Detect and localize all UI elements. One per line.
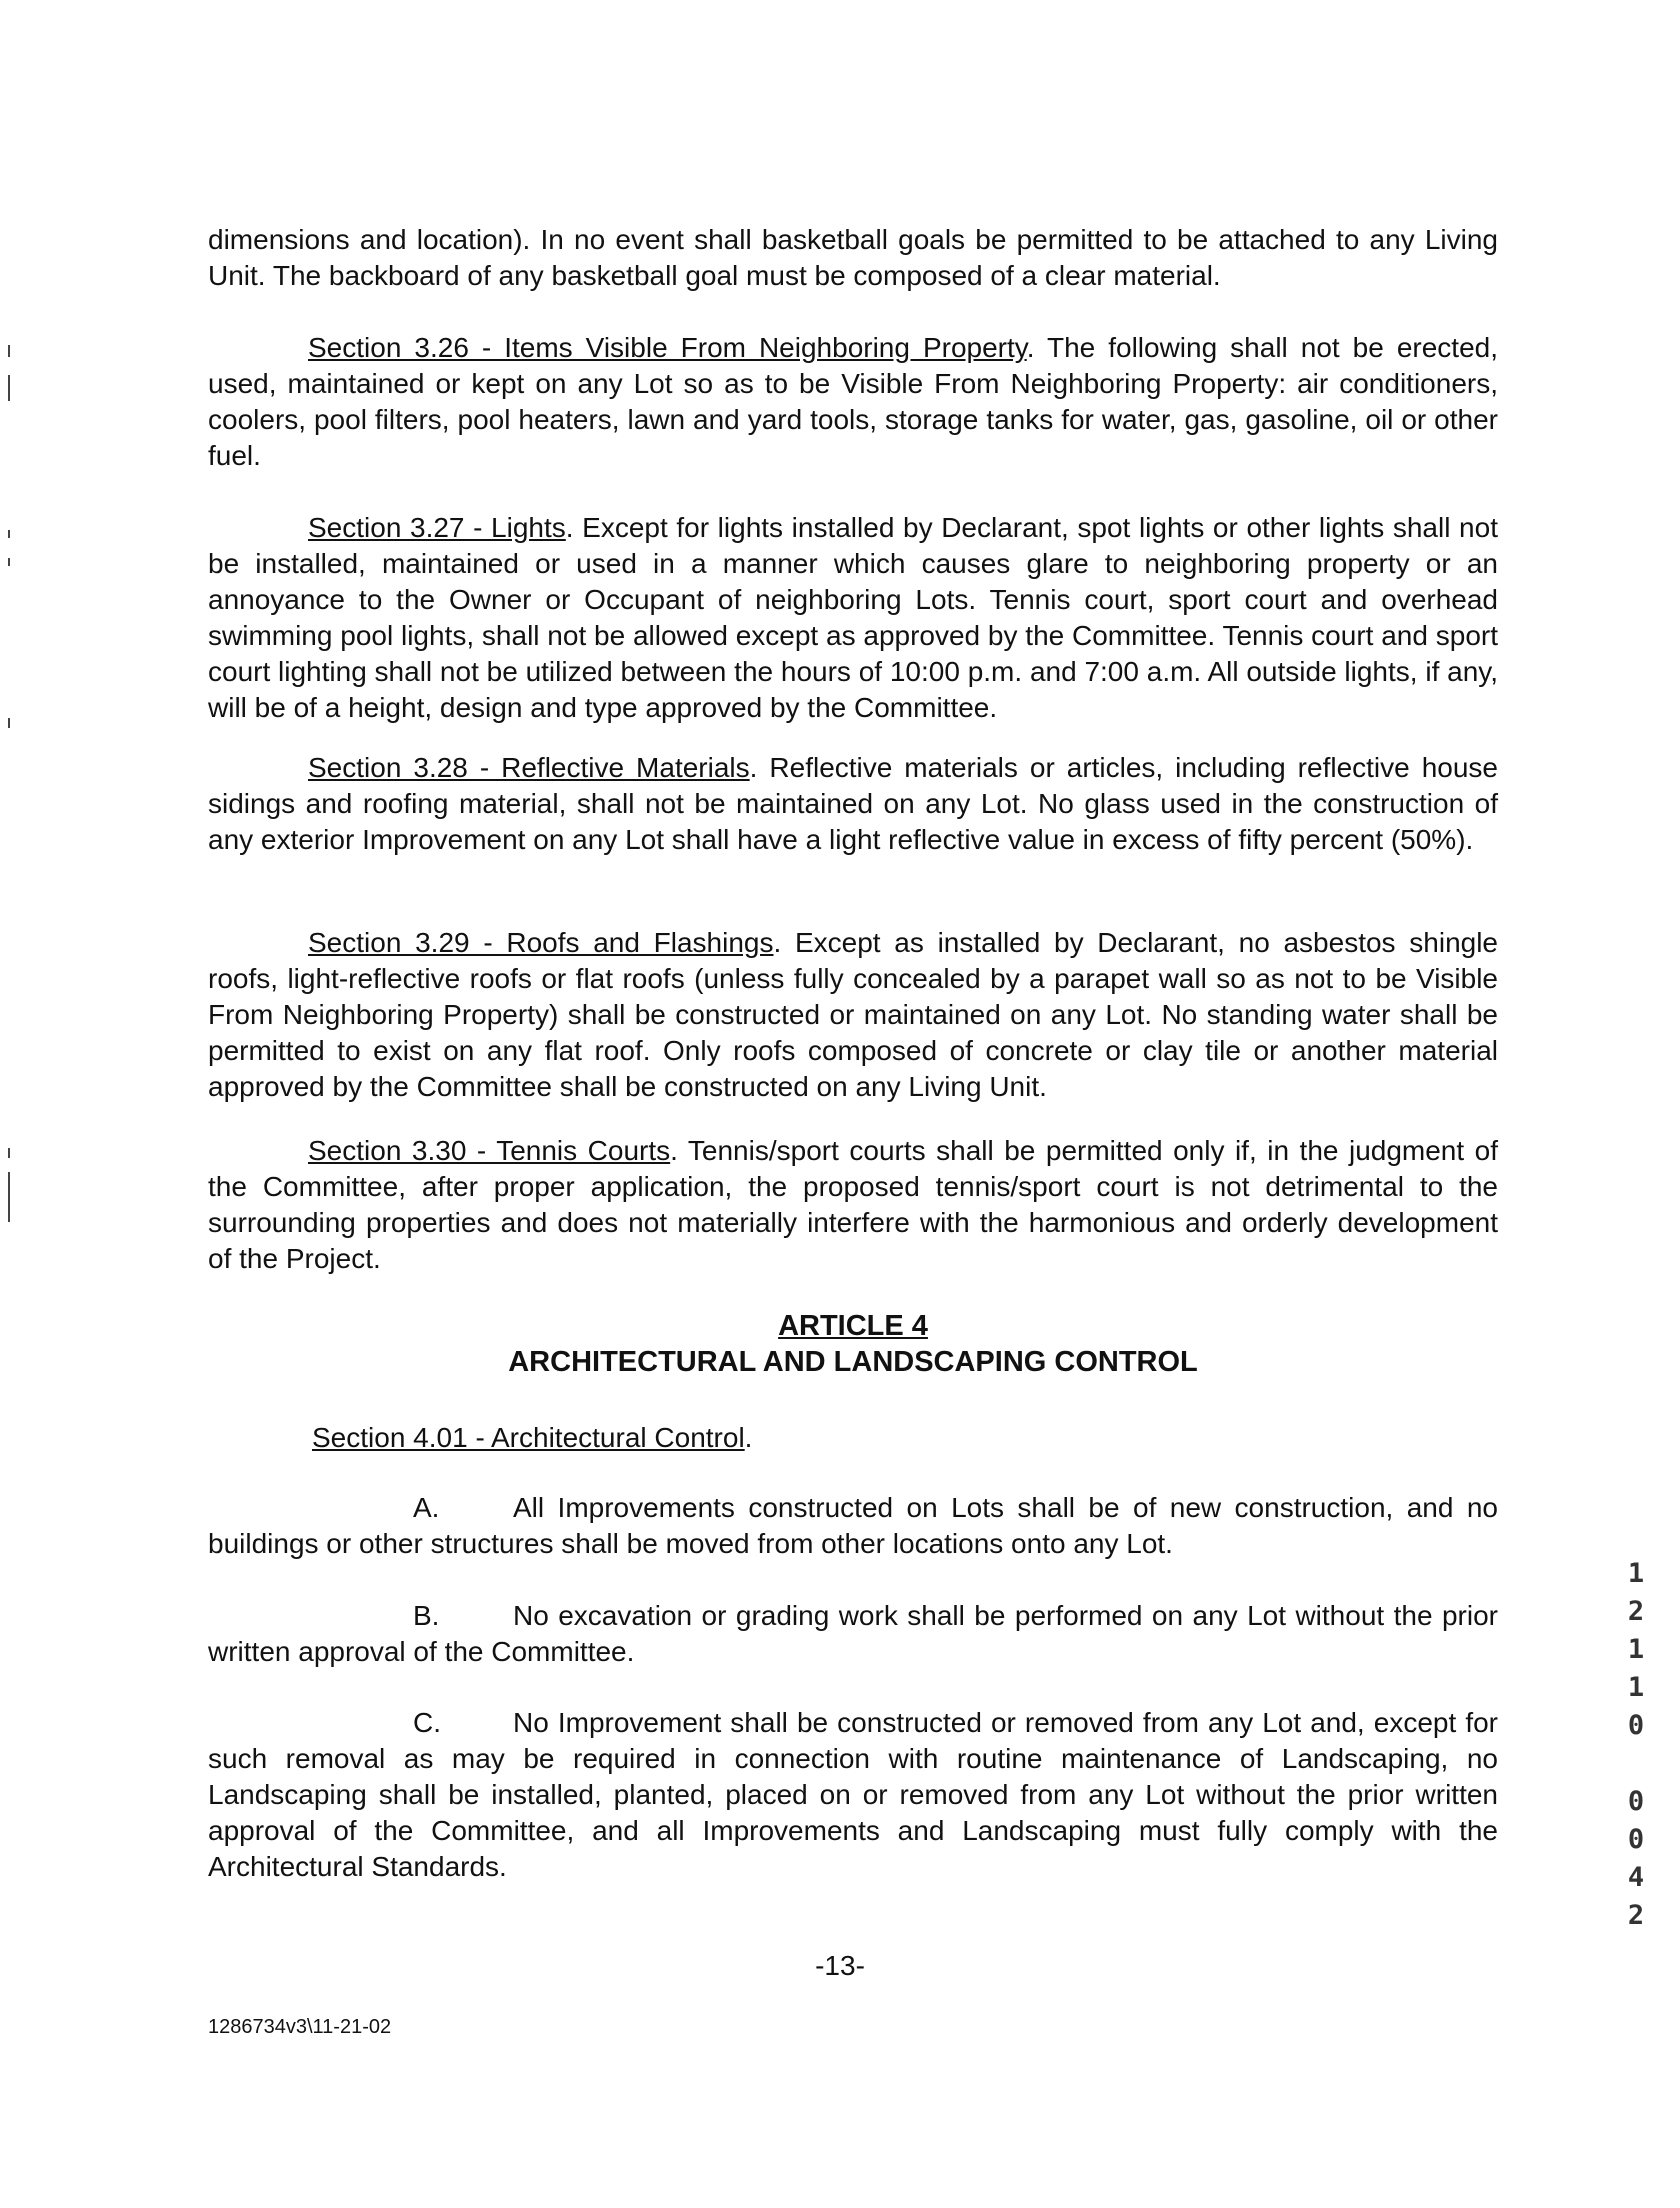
item-text: All Improvements constructed on Lots shall be of new construction, and no buildings or other structures shall be moved from other locations onto any Lot. [208, 1492, 1498, 1559]
section-3-29 [208, 925, 1498, 1105]
margin-mark [8, 375, 10, 401]
item-letter: A. [413, 1492, 440, 1523]
section-4-01: Section 4.01 - Architectural Control. [312, 1422, 753, 1453]
section-3-26 [208, 330, 1498, 474]
item-text: No excavation or grading work shall be performed on any Lot without the prior written approval of the Committee. [208, 1600, 1498, 1667]
item-text: No Improvement shall be constructed or removed from any Lot and, except for such removal as may be required in connection with routine maintenance of Landscaping, no Landscaping shall be installed, planted, placed on or removed from any Lot without the prior written approval of the Committee, and all Improvements and Landscaping must fully comply with the Architectural Standards. [208, 1707, 1498, 1882]
margin-mark [8, 1148, 10, 1158]
margin-mark [8, 558, 10, 566]
item-b [208, 1598, 1498, 1670]
section-3-26-body: . The following shall not be erected, used, maintained or kept on any Lot so as to be Visible From Neighboring Property: air conditioners, coolers, pool filters, pool heaters, lawn and yard tools, storage tanks for water, gas, gasoline, oil or other fuel. [208, 332, 1498, 471]
margin-mark [8, 718, 10, 728]
section-3-28-heading: Section 3.28 - Reflective Materials [308, 752, 750, 783]
item-c [208, 1705, 1498, 1885]
section-3-30 [208, 1133, 1498, 1277]
section-3-28-body: . Reflective materials or articles, including reflective house sidings and roofing material, shall not be maintained on any Lot. No glass used in the construction of any exterior Improvement on any Lot shall have a light reflective value in excess of fifty percent (50%). [208, 752, 1498, 855]
article-number: ARTICLE 4 [778, 1310, 928, 1342]
section-3-28 [208, 750, 1498, 858]
document-code: 1286734v3\11-21-02 [208, 2016, 392, 2038]
section-4-01-heading: Section 4.01 - Architectural Control [312, 1422, 745, 1453]
margin-mark [8, 1172, 10, 1222]
section-3-30-body: . Tennis/sport courts shall be permitted only if, in the judgment of the Committee, after proper application, the proposed tennis/sport court is not detrimental to the surrounding properties and does not materially interfere with the harmonious and orderly development of the Project. [208, 1135, 1499, 1274]
section-3-27-body: . Except for lights installed by Declarant, spot lights or other lights shall not be installed, maintained or used in a manner which causes glare to neighboring property or an annoyance to the Owner or Occupant of neighboring Lots. Tennis court, sport court and overhead swimming pool lights, shall not be allowed except as approved by the Committee. Tennis court and sport court lighting shall not be utilized between the hours of 10:00 p.m. and 7:00 a.m. All outside lights, if any, will be of a height, design and type approved by the Committee. [208, 512, 1498, 723]
section-3-27 [208, 510, 1498, 726]
section-3-27-heading: Section 3.27 - Lights [308, 512, 566, 543]
section-3-29-body: . Except as installed by Declarant, no asbestos shingle roofs, light-reflective roofs or flat roofs (unless fully concealed by a parapet wall so as not to be Visible From Neighboring Property) shall be constructed or maintained on any Lot. No standing water shall be permitted to exist on any flat roof. Only roofs composed of concrete or clay tile or another material approved by the Committee shall be constructed on any Living Unit. [208, 927, 1499, 1102]
margin-mark [8, 530, 10, 538]
paragraph-continued: dimensions and location). In no event shall basketball goals be permitted to be attached to any Living Unit. The backboard of any basketball goal must be composed of a clear material. [208, 224, 1498, 291]
item-letter: B. [413, 1600, 440, 1631]
section-3-26-heading: Section 3.26 - Items Visible From Neighboring Property [308, 332, 1027, 363]
margin-mark [8, 345, 10, 357]
section-3-29-heading: Section 3.29 - Roofs and Flashings [308, 927, 774, 958]
item-a [208, 1490, 1498, 1562]
section-3-30-heading: Section 3.30 - Tennis Courts [308, 1135, 671, 1166]
item-letter: C. [413, 1707, 441, 1738]
page-number: -13- [815, 1950, 865, 1981]
recording-stamp-number: 1 2 1 1 0 0 0 4 2 [1627, 1558, 1645, 1931]
article-title: ARCHITECTURAL AND LANDSCAPING CONTROL [508, 1346, 1198, 1378]
